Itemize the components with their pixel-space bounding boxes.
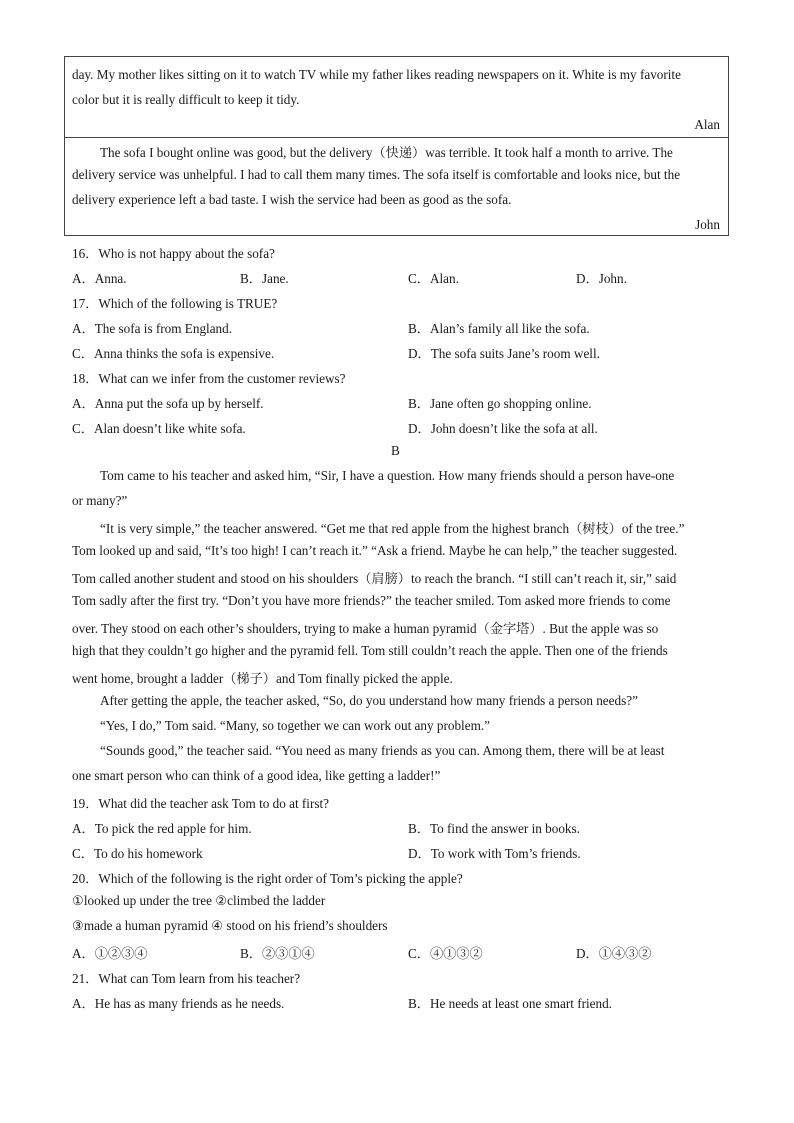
question-20-option-b: B．②③①④: [240, 946, 315, 961]
question-16-stem: 16．Who is not happy about the sofa?: [72, 246, 275, 261]
passage-line: “Sounds good,” the teacher said. “You need as many friends as you can. Among them, there will be at least: [100, 743, 665, 758]
question-17-option-c: C．Anna thinks the sofa is expensive.: [72, 346, 275, 361]
question-19-stem: 19．What did the teacher ask Tom to do at first?: [72, 796, 330, 811]
question-16-option-c: C．Alan.: [408, 271, 459, 286]
passage-line: Tom came to his teacher and asked him, “Sir, I have a question. How many friends should a person have-one: [100, 468, 675, 483]
question-20-option-c: C．④①③②: [408, 946, 483, 961]
question-18-option-d: D．John doesn’t like the sofa at all.: [408, 421, 598, 436]
passage-line: “It is very simple,” the teacher answered. “Get me that red apple from the highest branch（树枝）of the tree.”: [100, 521, 685, 536]
passage-line: “Yes, I do,” Tom said. “Many, so together we can work out any problem.”: [100, 718, 490, 733]
review-alan-line-1: day. My mother likes sitting on it to watch TV while my father likes reading newspapers on it. White is my favorite: [72, 67, 681, 82]
question-18-option-b: B．Jane often go shopping online.: [408, 396, 592, 411]
passage-line: over. They stood on each other’s shoulders, trying to make a human pyramid（金字塔）. But the apple was so: [72, 621, 659, 636]
question-20-stem: 20．Which of the following is the right order of Tom’s picking the apple?: [72, 871, 463, 886]
question-18-option-c: C．Alan doesn’t like white sofa.: [72, 421, 246, 436]
question-19-option-b: B．To find the answer in books.: [408, 821, 580, 836]
question-19-option-a: A．To pick the red apple for him.: [72, 821, 252, 836]
passage-line: went home, brought a ladder（梯子）and Tom finally picked the apple.: [72, 671, 453, 686]
review-john-line-2: delivery service was unhelpful. I had to call them many times. The sofa itself is comfortable and looks nice, but the: [72, 167, 681, 182]
question-16-option-d: D．John.: [576, 271, 627, 286]
question-19-option-d: D．To work with Tom’s friends.: [408, 846, 581, 861]
question-16-option-b: B．Jane.: [240, 271, 289, 286]
question-20-option-a: A．①②③④: [72, 946, 148, 961]
review-john-line-1: The sofa I bought online was good, but the delivery（快递）was terrible. It took half a month to arrive. The: [100, 145, 673, 160]
question-17-option-b: B．Alan’s family all like the sofa.: [408, 321, 590, 336]
passage-line: high that they couldn’t go higher and the pyramid fell. Tom still couldn’t reach the apple. Then one of the friends: [72, 643, 668, 658]
question-21-option-a: A．He has as many friends as he needs.: [72, 996, 285, 1011]
question-17-option-d: D．The sofa suits Jane’s room well.: [408, 346, 600, 361]
question-16-option-a: A．Anna.: [72, 271, 127, 286]
review-alan-signature: Alan: [694, 117, 720, 132]
review-john-line-3: delivery experience left a bad taste. I wish the service had been as good as the sofa.: [72, 192, 512, 207]
review-alan-line-2: color but it is really difficult to keep it tidy.: [72, 92, 300, 107]
passage-line: Tom called another student and stood on his shoulders（肩膀）to reach the branch. “I still can’t reach it, sir,” said: [72, 571, 677, 586]
section-b-heading: B: [391, 443, 400, 458]
passage-line: Tom looked up and said, “It’s too high! I can’t reach it.” “Ask a friend. Maybe he can help,” the teacher suggested.: [72, 543, 678, 558]
passage-line: Tom sadly after the first try. “Don’t you have more friends?” the teacher smiled. Tom asked more friends to come: [72, 593, 671, 608]
question-18-option-a: A．Anna put the sofa up by herself.: [72, 396, 264, 411]
question-17-option-a: A．The sofa is from England.: [72, 321, 233, 336]
question-20-option-d: D．①④③②: [576, 946, 652, 961]
question-19-option-c: C．To do his homework: [72, 846, 203, 861]
question-18-stem: 18．What can we infer from the customer reviews?: [72, 371, 346, 386]
passage-line: After getting the apple, the teacher asked, “So, do you understand how many friends a person needs?”: [100, 693, 638, 708]
review-john-signature: John: [695, 217, 720, 232]
passage-line: or many?”: [72, 493, 128, 508]
reviews-divider: [64, 137, 729, 138]
question-20-steps-line-2: ③made a human pyramid ④ stood on his friend’s shoulders: [72, 918, 388, 933]
question-21-option-b: B．He needs at least one smart friend.: [408, 996, 612, 1011]
question-17-stem: 17．Which of the following is TRUE?: [72, 296, 278, 311]
question-20-steps-line-1: ①looked up under the tree ②climbed the ladder: [72, 893, 326, 908]
question-21-stem: 21．What can Tom learn from his teacher?: [72, 971, 301, 986]
passage-line: one smart person who can think of a good idea, like getting a ladder!”: [72, 768, 441, 783]
